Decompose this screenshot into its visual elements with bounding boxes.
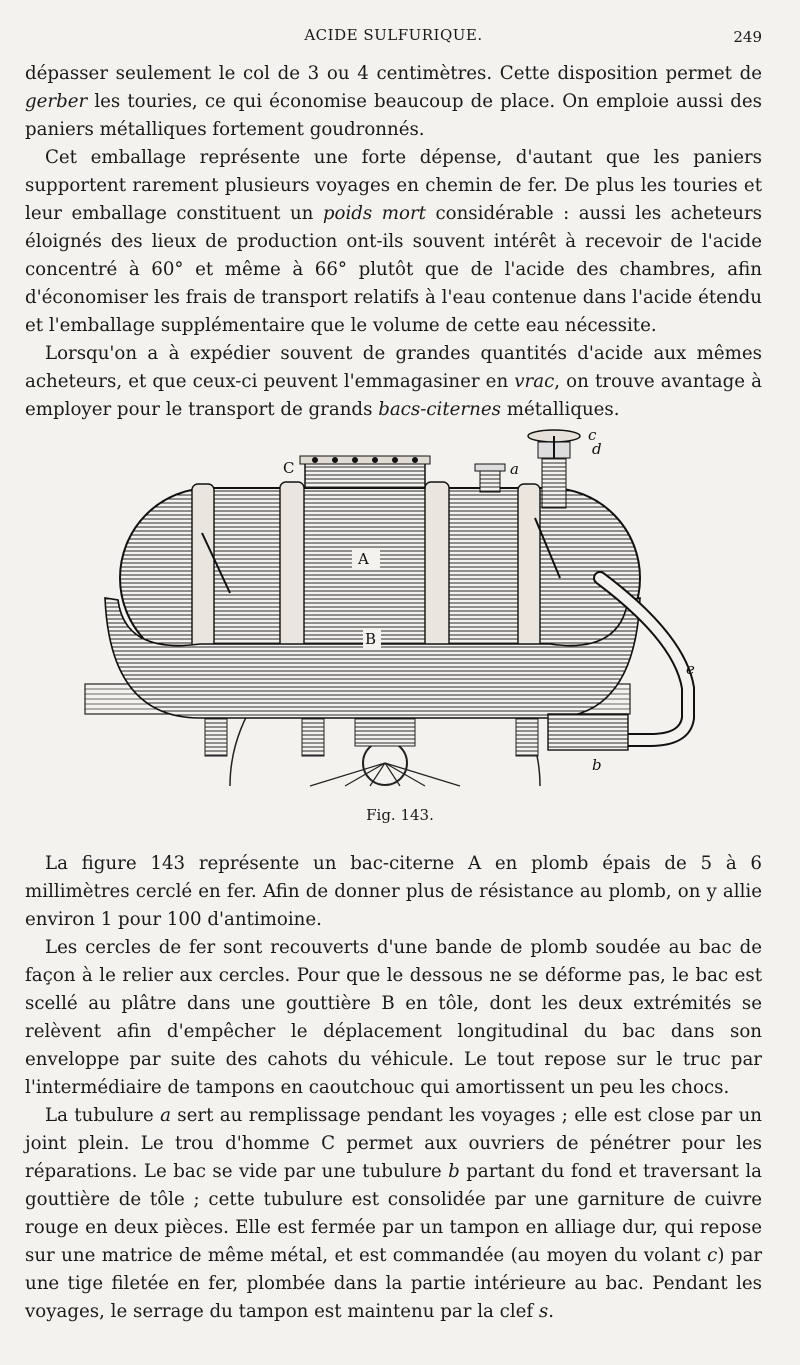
filling-nozzle-a [475,464,505,492]
text-run: La tubulure [45,1105,161,1126]
text-run: les touries, ce qui économise beaucoup de place. On emploie aussi des paniers métalliques fortement goudronnés. [25,91,762,140]
label-A: A [358,550,369,568]
support-block-middle [302,714,324,756]
text-run: . [548,1301,555,1322]
support-block-right [516,714,538,756]
outlet-valve-b [548,714,628,750]
italic-term: s [538,1301,549,1322]
text-block-top [25,60,762,424]
figure-caption: Fig. 143. [366,806,434,824]
italic-term: gerber [25,91,88,112]
italic-term: a [160,1105,171,1126]
manhole-C [300,456,430,488]
label-d: d [592,440,602,458]
text-run: La figure 143 représente un bac-citerne A en plomb épais de 5 à 6 millimètres cerclé en fer. Afin de donner plus de résistance au plomb, on y allie environ 1 pour 100 d'antimoine. [25,853,762,930]
italic-term: c [707,1245,718,1266]
paragraph [25,934,762,1102]
paragraph [25,1102,762,1326]
page-header [25,26,762,52]
label-B: B [365,630,377,648]
axle-box [355,718,415,746]
italic-term: poids mort [322,203,426,224]
text-run: ) par une tige filetée en fer, plombée dans la partie intérieure au bac. Pendant les voyages, le serrage du tampon est maintenu par la clef [25,1245,763,1322]
label-C: C [283,459,295,477]
label-c: c [588,426,597,444]
paragraph [25,144,762,340]
text-run: Lorsqu'on a à expédier souvent de grandes quantités d'acide aux mêmes acheteurs, et que ceux-ci peuvent l'emmagasiner en [25,343,762,392]
page-number: 249 [733,28,762,46]
figure-bac-citerne [80,418,720,808]
text-run: sert au remplissage pendant les voyages ; elle est close par un joint plein. Le trou d'homme C permet aux ouvriers de pénétrer pour les réparations. Le bac se vide par une tubulure [25,1105,762,1182]
text-run: considérable : aussi les acheteurs éloignés des lieux de production ont-ils souvent intérêt à recevoir de l'acide concentré à 60° et même à 66° plutôt que de l'acide des chambres, afin d'économiser les frais de transport relatifs à l'eau contenue dans l'acide étendu et l'emballage supplémentaire que le volume de cette eau nécessite. [25,203,762,336]
text-run: métalliques. [500,399,620,420]
italic-term: b [448,1161,460,1182]
text-block-bottom [25,850,762,1326]
support-block-left [205,714,227,756]
italic-term: vrac [514,371,555,392]
text-run: , on trouve avantage à employer pour le transport de grands [25,371,762,420]
running-title: ACIDE SULFURIQUE. [304,26,483,44]
paragraph [25,850,762,934]
text-run: dépasser seulement le col de 3 ou 4 centimètres. Cette disposition permet de [25,63,762,84]
italic-term: bacs-citernes [378,399,501,420]
paragraph [25,60,762,144]
paragraph [25,340,762,424]
text-run: partant du fond et traversant la gouttière de tôle ; cette tubulure est consolidée par une garniture de cuivre rouge en deux pièces. Elle est fermée par un tampon en alliage dur, qui repose sur une matrice de même métal, et est commandée (au moyen du volant [25,1161,762,1266]
label-b: b [592,756,602,774]
label-e: e [686,660,695,678]
tank-illustration [80,418,720,808]
text-run: Les cercles de fer sont recouverts d'une bande de plomb soudée au bac de façon à le relier aux cercles. Pour que le dessous ne se déforme pas, le bac est scellé au plâtre dans une gouttière B en tôle, dont les deux extrémités se relèvent afin d'empêcher le déplacement longitudinal du bac dans son enveloppe par suite des cahots du véhicule. Le tout repose sur le truc par l'intermédiaire de tampons en caoutchouc qui amortissent un peu les chocs. [25,937,762,1098]
label-a: a [510,460,519,478]
text-run: Cet emballage représente une forte dépense, d'autant que les paniers supportent rarement plusieurs voyages en chemin de fer. De plus les touries et leur emballage constituent un [25,147,762,224]
